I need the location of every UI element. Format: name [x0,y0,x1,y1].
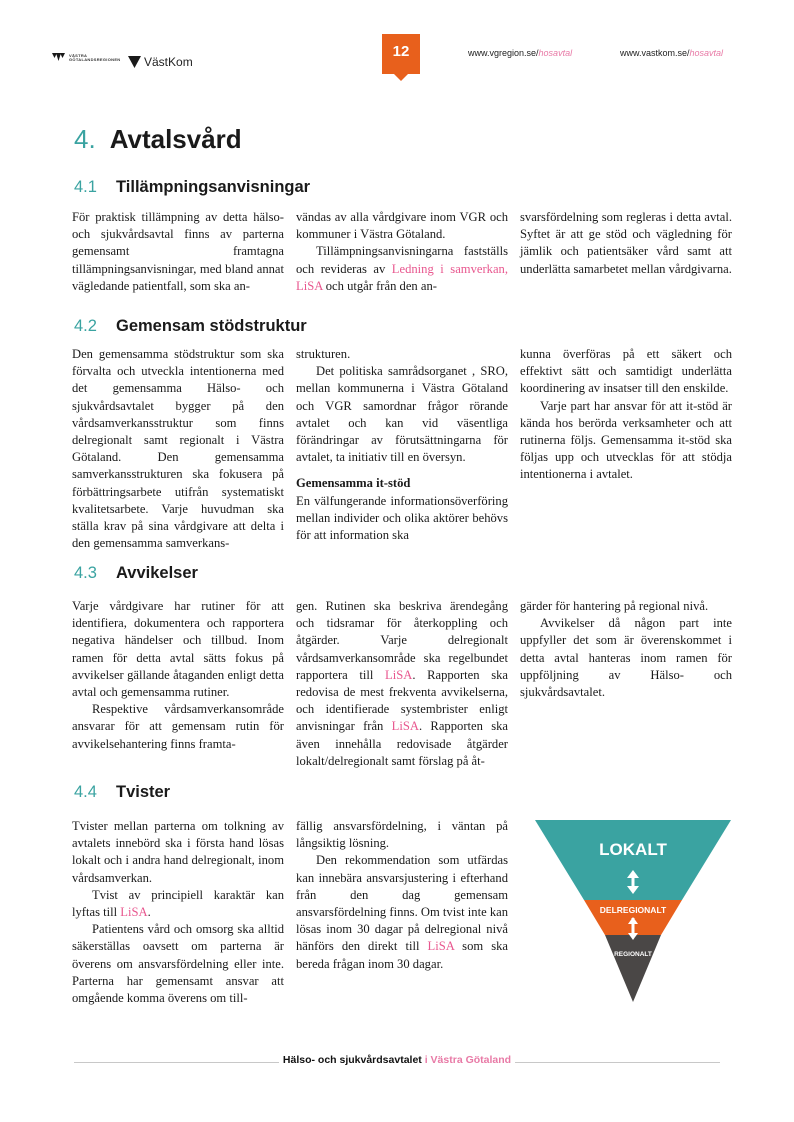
vgr-logo [52,52,121,64]
section-number: 4.4 [74,783,97,801]
s41-column-2 [296,209,508,295]
vastkom-url[interactable] [620,48,723,58]
paragraph: svarsfördelning som regleras i detta avtal. Syftet är att ge stöd och vägledning för jämlik och patientsäker vård samt att underlätta samarbetet mellan vårdgivarna. [520,210,732,276]
vgr-logo-icon [52,52,66,64]
lisa-link[interactable]: LiSA [391,719,419,734]
paragraph: Varje part har ansvar för att it-stöd är kända hos berörda verksamheter och att rutinerna följs. Gemensamma it-stöd ska följas upp och utvecklas för att stödja intentionerna i avtalet. [520,398,732,482]
vgregion-url[interactable] [468,48,572,58]
section-heading-4-3 [74,564,198,583]
chapter-heading [74,124,242,155]
s41-column-1 [72,209,284,295]
section-heading-4-2 [74,317,307,336]
paragraph: Tvister mellan parterna om tolkning av avtalets innebörd ska i första hand lösas lokalt och i andra hand delregionalt, inom vårdsamverkan. [72,819,284,885]
text-run: gen. Rutinen ska beskriva ärendegång och tidsramar för återkoppling och åtgärder. Varje delregionalt vårdsamverkansområde ska regelbundet rapportera till [296,599,508,682]
lisa-link[interactable]: Ledning i samverkan, LiSA [296,261,509,293]
page-number-tab [382,34,420,74]
paragraph: strukturen. [296,347,351,361]
footer [0,1054,794,1066]
s43-column-2 [296,598,508,770]
s44-column-2 [296,818,508,973]
responsibility-levels-diagram [535,820,731,1002]
vastkom-logo-text: VästKom [144,55,193,69]
s41-column-3 [520,209,732,278]
paragraph [296,852,508,972]
section-title: Gemensam stödstruktur [116,317,307,335]
text-run: Tvist av principiell karaktär kan lyftas till [72,887,284,920]
paragraph [296,243,508,295]
paragraph: Det politiska samrådsorganet , SRO, mellan kommunerna i Västra Götaland och VGR samordnar frågor rörande avtalet och kan vid väsentliga förändringar av förutsättningarna för avtalet, ta initiativ till en översyn. [296,364,508,465]
chapter-title: Avtalsvård [109,124,242,154]
section-title: Tillämpningsanvisningar [116,178,311,196]
text-run: Tillämpningsanvisningarna fastställs och revideras av [296,244,508,276]
vastkom-logo-icon [128,56,141,68]
footer-title-text: Hälso- och sjukvårdsavtalet [282,1054,422,1066]
vgregion-url-main: www.vgregion.se/ [468,48,539,58]
vastkom-logo [128,55,193,69]
s42-column-2 [296,346,508,544]
s43-column-1 [72,598,284,753]
s42-column-1 [72,346,284,552]
level-label-delregionalt: DELREGIONALT [599,905,667,915]
page-number: 12 [392,43,410,60]
level-label-lokalt: LOKALT [599,840,667,859]
lisa-link[interactable]: LiSA [427,939,455,954]
section-title: Tvister [116,783,171,801]
text-run: . [147,905,151,920]
paragraph: Avvikelser då någon part inte uppfyller det som är överenskommet i detta avtal hanteras inom ramen för uppföljning av Hälso- och sjukvårdsavtalet. [520,616,732,700]
paragraph: Den gemensamma stödstruktur som ska förvalta och utveckla intentionerna med det gemensamma Hälso- och sjukvårdsavtalet bygger på den vårdsamverkansstruktur som finns delregionalt samt regionalt i Västra Götaland. Den gemensamma samverkansstrukturen ska fokusera på förbättringsarbete utifrån systematiskt kvalitetsarbete. Varje huvudman ska ställa krav på sina vårdgivare att delta i den gemensamma samverkans- [72,347,284,551]
text-run: . Rapporten ska även innehålla redovisade åtgärder lokalt/delregionalt samt förslag på åt- [296,719,508,768]
text-run: som ska bereda frågan inom 30 dagar. [296,939,508,971]
level-regionalt-band [605,935,661,1002]
text-run: . Rapporten ska redovisa de mest frekventa avvikelserna, och identifierade systembrister enligt anvisningar från [296,667,508,734]
vgregion-url-accent: hosavtal [538,48,573,58]
paragraph [72,887,284,921]
section-title: Avvikelser [116,564,198,582]
text-run: Den rekommendation som utfärdas kan innebära ansvarsjustering i efterhand från den dag gemensam ansvarsfördelning finns. [296,853,508,920]
paragraph: Respektive vårdsamverkansområde ansvarar för att gemensam rutin för avvikelsehantering finns framta- [72,702,284,751]
footer-title [279,1054,515,1066]
vastkom-url-main: www.vastkom.se/ [620,48,690,58]
paragraph: Patientens vård och omsorg ska alltid säkerställas oavsett om parterna är överens om ansvarsfördelning eller inte. Parterna har gemensamt ansvar att omgående komma överens om till- [72,922,284,1006]
text-run: och utgår från den an- [322,278,437,293]
vastkom-url-accent: hosavtal [689,48,724,58]
lisa-link[interactable]: LiSA [385,667,413,682]
chapter-number: 4. [74,124,96,154]
section-number: 4.1 [74,178,97,196]
paragraph: En välfungerande informationsöverföring mellan individer och olika aktörer behövs för att information ska [296,493,508,543]
section-number: 4.2 [74,317,97,335]
paragraph: fällig ansvarsfördelning, i väntan på långsiktig lösning. [296,819,508,851]
triangle-diagram [535,820,731,1002]
s44-column-1 [72,818,284,1007]
s43-column-3 [520,598,732,701]
lisa-link[interactable]: LiSA [120,905,148,920]
paragraph: Varje vårdgivare har rutiner för att identifiera, dokumentera och rapportera negativa händelser och tillbud. Inom ramen för detta avtal sätts fokus på avvikelser gällande åtaganden enligt detta avtal och gemensamma rutiner. [72,599,284,700]
footer-region: i Västra Götaland [424,1054,512,1066]
section-heading-4-1 [74,178,310,197]
section-heading-4-4 [74,783,170,802]
level-label-regionalt: REGIONALT [614,951,652,958]
paragraph [296,598,508,770]
paragraph: För praktisk tillämpning av detta hälso- och sjukvårdsavtal finns av parterna gemensamt framtagna tillämpningsanvisningar, med bland annat vägledande patientfall, som ska an- [72,210,284,293]
paragraph: kunna överföras på ett säkert och effektivt sätt och samtidigt underlätta koordinering av insatser till den enskilde. [520,347,732,396]
vgr-logo-text: VÄSTRA GÖTALANDSREGIONEN [69,53,121,62]
section-number: 4.3 [74,564,97,582]
s42-column-3 [520,346,732,484]
paragraph: gärder för hantering på regional nivå. [520,599,709,613]
subheading-it-stod: Gemensamma it-stöd [296,476,411,491]
text-run: Om tvist inte kan lösas inom 30 dagar på delregional nivå hänförs den direkt till [296,905,509,954]
paragraph: vändas av alla vårdgivare inom VGR och kommuner i Västra Götaland. [296,210,508,242]
